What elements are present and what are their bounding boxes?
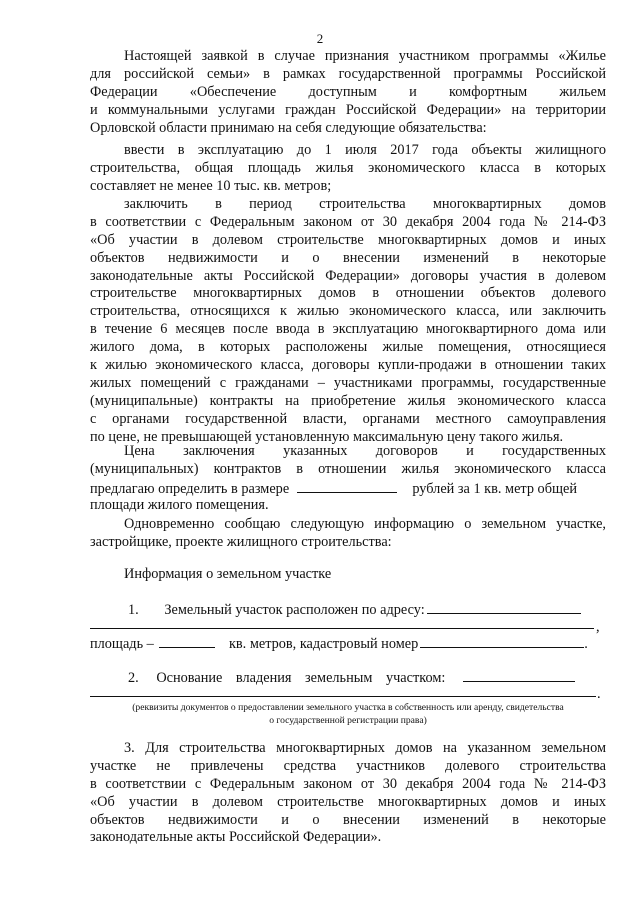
cadastral-number-input-line[interactable] bbox=[420, 634, 584, 648]
area-row bbox=[90, 634, 606, 654]
text-line: строительства, относящихся к жилью экономического класса, или заключить bbox=[90, 303, 606, 320]
price-input-line[interactable] bbox=[297, 479, 397, 493]
text-line: заключить в период строительства многоквартирных домов bbox=[124, 196, 606, 212]
text-line: площади жилого помещения. bbox=[90, 496, 269, 513]
text-line: с органами государственной власти, органами местного самоуправления bbox=[90, 410, 606, 427]
text-line: по цене, не превышающей установленную максимальную цену такого жилья. bbox=[90, 428, 564, 445]
ownership-input-line[interactable] bbox=[463, 668, 575, 682]
price-unit: рублей за 1 кв. метр общей bbox=[412, 480, 577, 497]
text-line: «Об участии в долевом строительстве многоквартирных домов и иных bbox=[90, 793, 606, 810]
text-line: «Об участии в долевом строительстве многоквартирных домов и иных bbox=[90, 231, 606, 248]
text-line: Настоящей заявкой в случае признания участником программы «Жилье bbox=[124, 48, 606, 64]
ownership-label: Основание владения земельным участком: bbox=[156, 670, 446, 686]
text-line: объектов недвижимости и о внесении изменений в некоторые bbox=[90, 811, 606, 828]
ownership-row bbox=[128, 668, 606, 688]
price-paragraph bbox=[90, 443, 606, 515]
area-input-line[interactable] bbox=[159, 634, 215, 648]
address-label: Земельный участок расположен по адресу: bbox=[164, 602, 425, 618]
text-line: (муниципальные) контракты на приобретение жилья экономического класса bbox=[90, 392, 606, 409]
text-line: (муниципальных) контрактов в отношении жилья экономического класса bbox=[90, 460, 606, 477]
text-line: для российской семьи» в рамках государственной программы Российской bbox=[90, 65, 606, 82]
text-line: Одновременно сообщаю следующую информацию о земельном участке, bbox=[124, 516, 606, 532]
note-line: о государственной регистрации права) bbox=[269, 714, 427, 726]
section-title: Информация о земельном участке bbox=[124, 566, 332, 582]
text-line: в соответствии с Федеральным законом от 30 декабря 2004 года № 214-ФЗ bbox=[90, 775, 606, 792]
text-line: жилого дома, в которых расположены жилые помещения, относящиеся bbox=[90, 339, 606, 356]
cadastral-label: кв. метров, кадастровый номер bbox=[228, 636, 419, 652]
ownership-note bbox=[90, 702, 606, 727]
text-line: Федерации «Обеспечение доступным и комфортным жильем bbox=[90, 83, 606, 100]
page-number: 2 bbox=[316, 31, 324, 46]
item-number: 2. bbox=[128, 670, 139, 686]
item-number: 1. bbox=[128, 602, 139, 618]
comma: , bbox=[596, 619, 600, 635]
text-line: 3. Для строительства многоквартирных домов на указанном земельном bbox=[124, 740, 606, 756]
info-intro-paragraph bbox=[90, 516, 606, 552]
obligation-commissioning-paragraph bbox=[90, 142, 606, 196]
text-line: застройщике, проекте жилищного строительства: bbox=[90, 533, 392, 550]
text-line: законодательные акты Российской Федерации». bbox=[90, 829, 382, 846]
obligation-contracts-paragraph bbox=[90, 196, 606, 446]
text-line: составляет не менее 10 тыс. кв. метров; bbox=[90, 177, 332, 194]
text-line: к жилью экономического класса, договоры купли-продажи в отношении таких bbox=[90, 357, 606, 374]
text-line: строительства, общая площадь жилья экономического класса в которых bbox=[90, 159, 606, 176]
text-line: участке не привлечены средства участников долевого строительства bbox=[90, 757, 606, 774]
text-line: строительстве многоквартирных домов в отношении объектов долевого bbox=[90, 285, 606, 302]
period: . bbox=[597, 686, 601, 702]
text-line: и коммунальными услугами граждан Российской Федерации» на территории bbox=[90, 101, 606, 118]
text-line: жилых помещений с гражданами – участниками программы, государственные bbox=[90, 374, 606, 391]
text-line: Орловской области принимаю на себя следующие обязательства: bbox=[90, 119, 487, 136]
text-line: ввести в эксплуатацию до 1 июля 2017 года объекты жилищного bbox=[124, 142, 606, 158]
ownership-continuation-line[interactable] bbox=[90, 696, 596, 697]
note-line: (реквизиты документов о предоставлении земельного участка в собственность или аренду, свидетельства bbox=[132, 702, 564, 713]
item3-paragraph bbox=[90, 740, 606, 847]
address-input-line[interactable] bbox=[427, 600, 581, 614]
address-row bbox=[128, 600, 640, 620]
text-line: Цена заключения указанных договоров и государственных bbox=[124, 443, 606, 459]
text-line: в течение 6 месяцев после ввода в эксплуатацию многоквартирного дома или bbox=[90, 321, 606, 338]
intro-paragraph bbox=[90, 48, 606, 137]
text-line: законодательные акты Российской Федерации» договоры участия в долевом bbox=[90, 267, 606, 284]
text-line bbox=[90, 479, 606, 497]
price-label: предлагаю определить в размере bbox=[90, 480, 290, 497]
period: . bbox=[584, 636, 588, 652]
text-line: объектов недвижимости и о внесении изменений в некоторые bbox=[90, 249, 606, 266]
area-label: площадь – bbox=[90, 636, 154, 652]
address-continuation-line[interactable] bbox=[90, 628, 594, 629]
text-line: в соответствии с Федеральным законом от 30 декабря 2004 года № 214-ФЗ bbox=[90, 213, 606, 230]
